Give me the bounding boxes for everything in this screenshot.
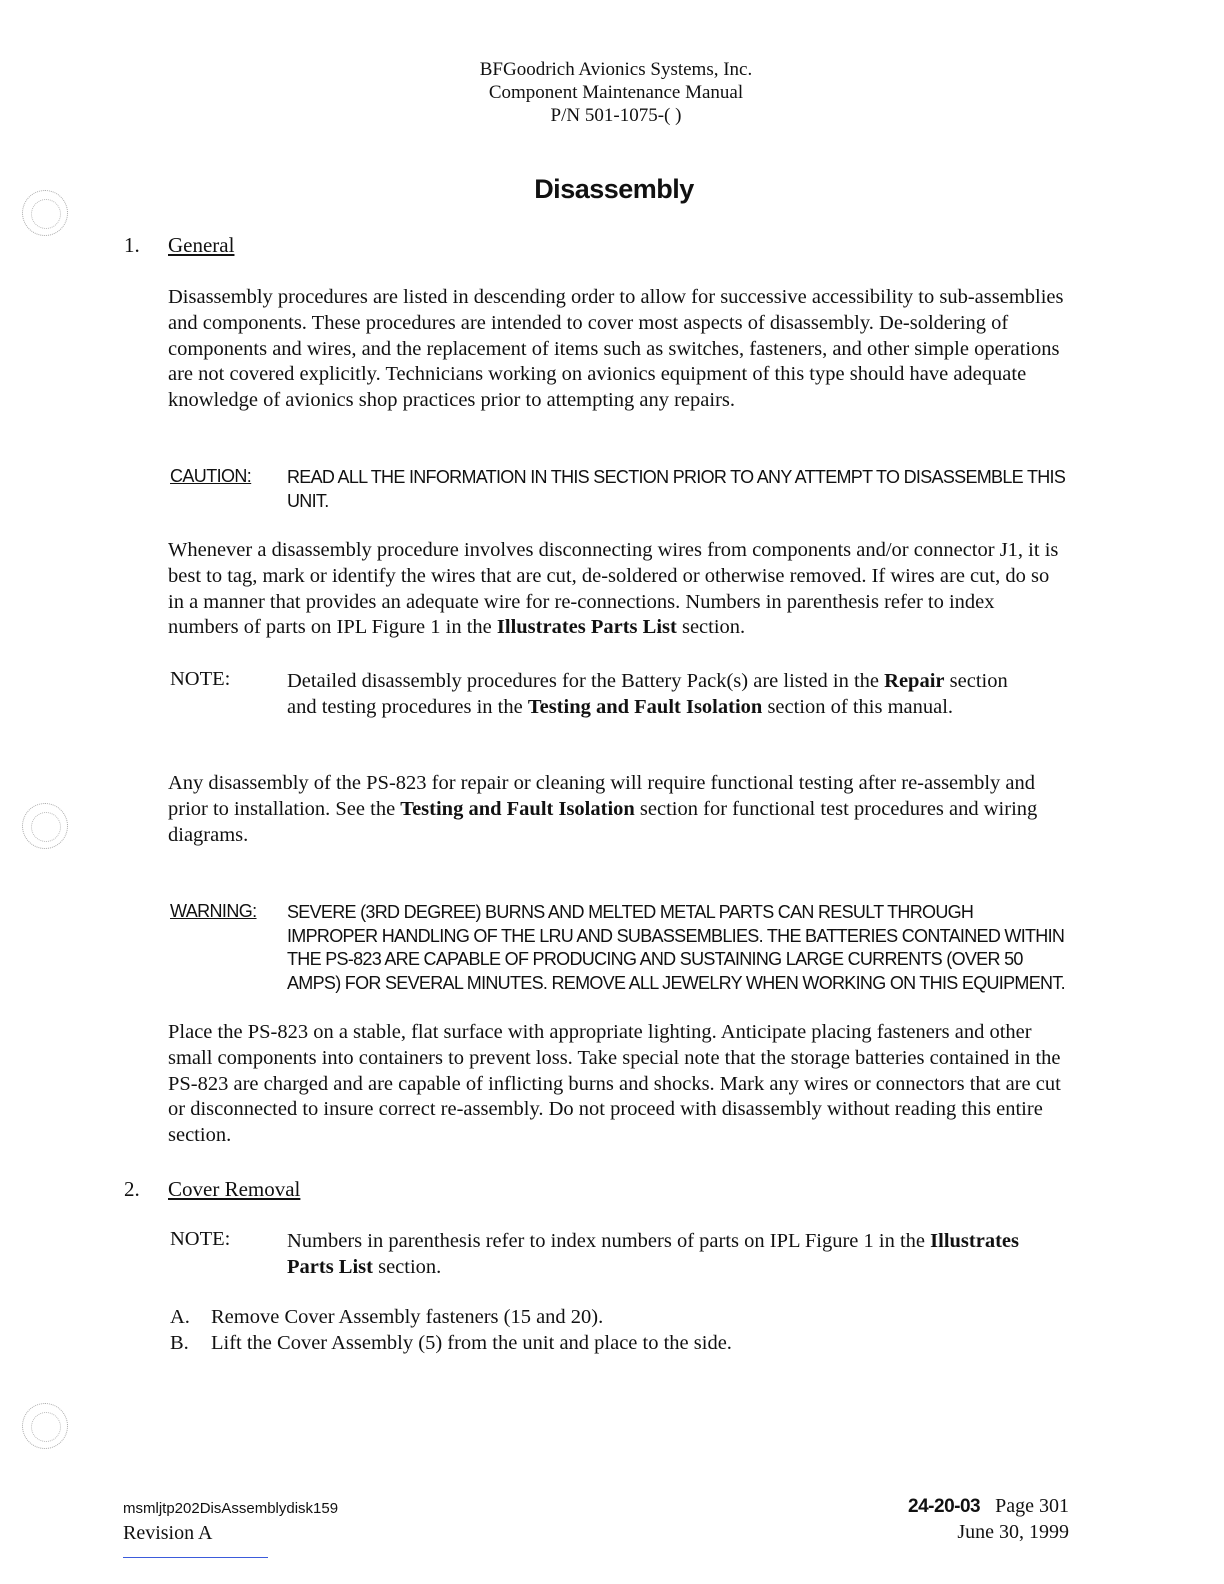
section-2-number: 2. [124, 1177, 140, 1201]
warning-text: SEVERE (3RD DEGREE) BURNS AND MELTED METAL PARTS CAN RESULT THROUGH IMPROPER HANDLING OF THE LRU AND SUBASSEMBLIES. THE BATTERIES CONTAINED WITHIN THE PS-823 ARE CAPABLE OF PRODUCING AND SUSTAINING LARGE CURRENTS (OVER 50 AMPS) FOR SEVERAL MINUTES. REMOVE ALL JEWELRY WHEN WORKING ON THIS EQUIPMENT. [287, 902, 1065, 993]
note-1-part-c: section of this manual. [762, 696, 954, 718]
footer-revision: Revision A [123, 1522, 213, 1544]
page-title: Disassembly [534, 174, 694, 204]
general-paragraph-2-end: section. [676, 616, 746, 639]
general-paragraph-4: Place the PS-823 on a stable, flat surface with appropriate lighting. Anticipate placing fasteners and other small components into containers to prevent loss. Take special note that the storage batteries contained in the PS-823 are charged and are capable of inflicting burns and shocks. Mark any wires or connectors that are cut or disconnected to insure correct re-assembly. Do not proceed with disassembly without reading this entire section. [168, 1021, 1061, 1147]
note-1-repair-ref: Repair [884, 670, 945, 692]
footer-date: June 30, 1999 [957, 1521, 1069, 1543]
header-company: BFGoodrich Avionics Systems, Inc. [479, 59, 753, 80]
general-paragraph-3-end: section for functional test procedures and wiring diagrams. [168, 797, 1038, 846]
note-1-testing-ref: Testing and Fault Isolation [527, 696, 763, 718]
general-paragraph-1: Disassembly procedures are listed in descending order to allow for successive accessibility to sub-assemblies and components. These procedures are intended to cover most aspects of disassembly. De-soldering of components and wires, and the replacement of items such as switches, fasteners, and other simple operations are not covered explicitly. Technicians working on avionics equipment of this type should have adequate knowledge of avionics shop practices prior to attempting any repairs. [168, 286, 1064, 412]
step-b-text: Lift the Cover Assembly (5) from the unit and place to the side. [211, 1332, 732, 1354]
warning-label: WARNING: [170, 901, 257, 921]
general-paragraph-2-text: Whenever a disassembly procedure involves disconnecting wires from components and/or connector J1, it is best to tag, mark or identify the wires that are cut, de-soldered or otherwise removed. If wires are cut, do so in a manner that provides an adequate wire for re-connections. Numbers in parenthesis refer to index numbers of parts on IPL Figure 1 in the [168, 539, 1059, 639]
note-2-part-b: section. [372, 1256, 442, 1278]
step-b-letter: B. [170, 1332, 189, 1354]
note-1-text [287, 668, 1027, 720]
note-1-part-a: Detailed disassembly procedures for the Battery Pack(s) are listed in the [287, 670, 885, 692]
step-a-letter: A. [170, 1306, 190, 1328]
binder-hole-middle [22, 803, 68, 849]
note-2-label: NOTE: [170, 1228, 231, 1250]
note-2-part-a: Numbers in parenthesis refer to index numbers of parts on IPL Figure 1 in the [287, 1230, 931, 1252]
footer-chapter: 24-20-03 [908, 1496, 981, 1517]
footer-page: Page 301 [995, 1495, 1069, 1517]
header-part-number: P/N 501-1075-( ) [550, 105, 682, 126]
step-a-text: Remove Cover Assembly fasteners (15 and 20). [211, 1306, 604, 1328]
ipl-reference: Illustrates Parts List [496, 616, 677, 639]
note-1-part-b: section and testing procedures in the [287, 670, 1008, 718]
general-paragraph-3-text: Any disassembly of the PS-823 for repair or cleaning will require functional testing after re-assembly and prior to installation. See the [168, 772, 1036, 820]
note-1-label: NOTE: [170, 668, 231, 690]
section-1-heading: General [168, 233, 235, 257]
footer-link-underline [123, 1557, 268, 1558]
general-paragraph-3 [168, 771, 1068, 848]
caution-text: READ ALL THE INFORMATION IN THIS SECTION PRIOR TO ANY ATTEMPT TO DISASSEMBLE THIS UNIT. [287, 467, 1066, 511]
note-2-text [287, 1228, 1027, 1280]
footer-page-info [908, 1495, 1069, 1518]
caution-label: CAUTION: [170, 466, 252, 486]
binder-hole-bottom [22, 1403, 68, 1449]
header-manual: Component Maintenance Manual [488, 82, 744, 103]
section-2-heading: Cover Removal [168, 1177, 301, 1201]
section-1-number: 1. [124, 233, 140, 257]
general-paragraph-2 [168, 538, 1068, 641]
footer-filename: msmljtp202DisAssemblydisk159 [123, 1500, 339, 1517]
testing-reference: Testing and Fault Isolation [400, 797, 635, 820]
page-header [0, 58, 1224, 127]
note-2-ipl-ref: Illustrates Parts List [287, 1230, 1019, 1278]
